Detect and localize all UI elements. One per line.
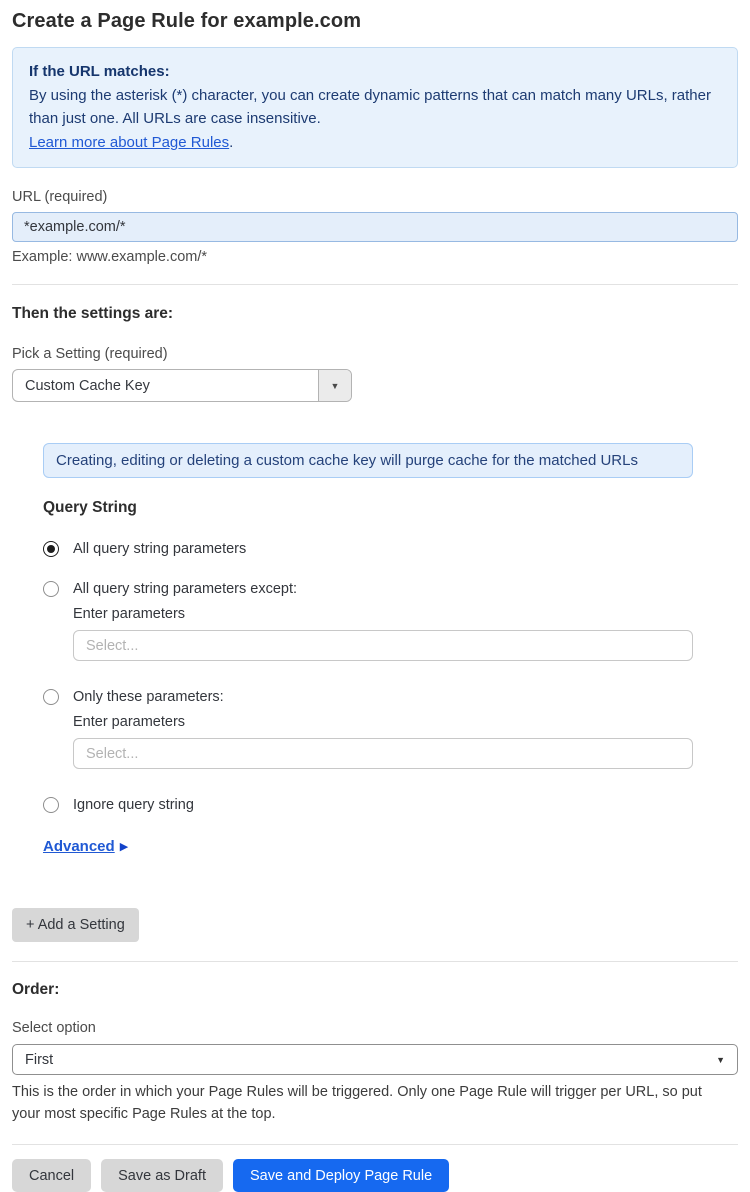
setting-dropdown-value: Custom Cache Key [25,377,150,394]
learn-more-link[interactable]: Learn more about Page Rules [29,134,230,151]
radio-option-ignore-query[interactable] [43,797,738,813]
url-example-text: Example: www.example.com/* [12,249,208,265]
radio-label: Ignore query string [73,797,194,813]
divider-1 [12,284,738,285]
order-heading: Order: [12,981,60,998]
radio-label: Only these parameters: [73,689,224,705]
page-title: Create a Page Rule for example.com [12,10,362,32]
radio-option-only-these[interactable] [43,689,738,705]
url-input[interactable] [12,212,738,242]
only-params-block [43,714,738,769]
order-select-label: Select option [12,1020,96,1036]
order-dropdown-value: First [25,1051,54,1068]
setting-dropdown[interactable] [12,369,352,402]
info-box-heading: If the URL matches: [29,63,170,80]
info-link-line [29,131,721,154]
order-dropdown[interactable] [12,1044,738,1075]
url-field-label: URL (required) [12,189,108,205]
except-params-input[interactable] [73,630,693,661]
order-help-text: This is the order in which your Page Rules will be triggered. Only one Page Rule will trigger per URL, so put your most specific Page Rules at the top. [12,1084,702,1122]
radio-option-all-params[interactable] [43,541,738,557]
settings-heading: Then the settings are: [12,305,174,322]
radio-label: All query string parameters except: [73,581,298,597]
cache-purge-notice: Creating, editing or deleting a custom cache key will purge cache for the matched URLs [43,443,693,478]
enter-parameters-label: Enter parameters [73,606,186,622]
advanced-toggle[interactable] [43,838,128,855]
chevron-down-icon: ▼ [330,380,340,391]
radio-option-all-except[interactable] [43,581,738,597]
enter-parameters-label: Enter parameters [73,714,186,730]
add-setting-button[interactable]: + Add a Setting [12,908,139,942]
query-string-heading: Query String [43,499,137,516]
footer-actions [12,1159,738,1192]
cancel-button[interactable]: Cancel [12,1159,91,1192]
pick-setting-label: Pick a Setting (required) [12,346,168,362]
radio-icon[interactable] [43,541,59,557]
radio-icon[interactable] [43,689,59,705]
except-params-block [43,606,738,661]
radio-icon[interactable] [43,581,59,597]
setting-dropdown-arrow-box[interactable] [318,370,351,401]
radio-label: All query string parameters [73,541,247,557]
radio-icon[interactable] [43,797,59,813]
advanced-link[interactable]: Advanced [43,838,115,855]
chevron-down-icon: ▼ [716,1054,725,1065]
save-and-deploy-button[interactable]: Save and Deploy Page Rule [233,1159,449,1192]
save-as-draft-button[interactable]: Save as Draft [101,1159,223,1192]
divider-3 [12,1144,738,1145]
link-period: . [229,134,234,151]
url-match-info-box [12,47,738,168]
query-string-section [12,499,738,813]
only-params-input[interactable] [73,738,693,769]
divider-2 [12,961,738,962]
info-box-body: By using the asterisk (*) character, you can create dynamic patterns that can match many URLs, rather than just one. All URLs are case insensitive. [29,87,711,127]
chevron-right-icon: ▶ [119,841,129,853]
